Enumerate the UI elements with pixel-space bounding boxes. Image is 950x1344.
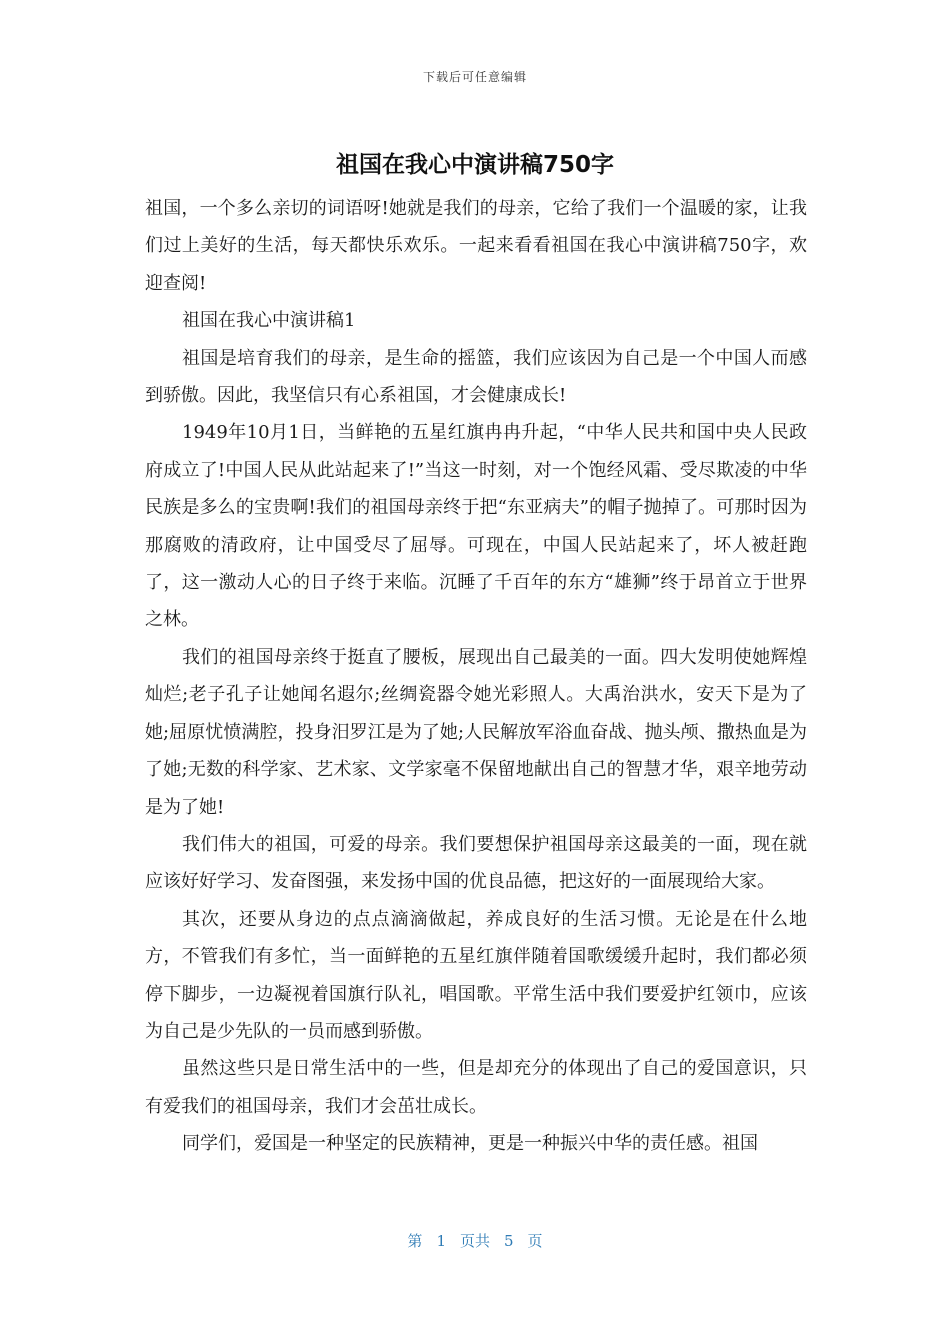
body-paragraph: 其次，还要从身边的点点滴滴做起，养成良好的生活习惯。无论是在什么地方，不管我们有多忙，当一面鲜艳的五星红旗伴随着国歌缓缓升起时，我们都必须停下脚步，一边凝视着国旗行队礼，唱国歌。平常生活中我们要爱护红领巾，应该为自己是少先队的一员而感到骄傲。 <box>145 908 807 1042</box>
document-body <box>145 190 807 1163</box>
header-note: 下载后可任意编辑 <box>422 70 527 84</box>
footer-total-pages: 5 <box>504 1232 514 1250</box>
body-paragraph: 同学们，爱国是一种坚定的民族精神，更是一种振兴中华的责任感。祖国 <box>182 1133 758 1155</box>
body-paragraph: 我们伟大的祖国，可爱的母亲。我们要想保护祖国母亲这最美的一面，现在就应该好好学习、发奋图强，来发扬中国的优良品德，把这好的一面展现给大家。 <box>145 833 807 893</box>
footer-page-number: 1 <box>436 1232 446 1250</box>
footer-prefix: 第 <box>407 1232 423 1250</box>
footer-middle: 页共 <box>459 1232 490 1250</box>
body-paragraph: 1949年10月1日，当鲜艳的五星红旗冉冉升起，“中华人民共和国中央人民政府成立了!中国人民从此站起来了!”当这一时刻，对一个饱经风霜、受尽欺凌的中华民族是多么的宝贵啊!我们的祖国母亲终于把“东亚病夫”的帽子抛掉了。可那时因为那腐败的清政府，让中国受尽了屈辱。可现在，中国人民站起来了，坏人被赶跑了，这一激动人心的日子终于来临。沉睡了千百年的东方“雄狮”终于昂首立于世界之林。 <box>145 422 807 631</box>
footer-suffix: 页 <box>527 1232 543 1250</box>
page-footer <box>0 1230 950 1251</box>
body-paragraph: 祖国是培育我们的母亲，是生命的摇篮，我们应该因为自己是一个中国人而感到骄傲。因此，我坚信只有心系祖国，才会健康成长! <box>145 347 807 407</box>
section-heading: 祖国在我心中演讲稿1 <box>182 310 356 332</box>
body-paragraph: 我们的祖国母亲终于挺直了腰板，展现出自己最美的一面。四大发明使她辉煌灿烂;老子孔子让她闻名遐尔;丝绸瓷器令她光彩照人。大禹治洪水，安天下是为了她;屈原忧愤满腔，投身汨罗江是为了她;人民解放军浴血奋战、抛头颅、撒热血是为了她;无数的科学家、艺术家、文学家毫不保留地献出自己的智慧才华，艰辛地劳动是为了她! <box>145 646 807 818</box>
body-paragraph: 虽然这些只是日常生活中的一些，但是却充分的体现出了自己的爱国意识，只有爱我们的祖国母亲，我们才会茁壮成长。 <box>145 1058 807 1117</box>
document-title: 祖国在我心中演讲稿750字 <box>335 152 614 178</box>
intro-paragraph: 祖国，一个多么亲切的词语呀!她就是我们的母亲，它给了我们一个温暖的家，让我们过上美好的生活，每天都快乐欢乐。一起来看看祖国在我心中演讲稿750字，欢迎查阅! <box>145 198 807 294</box>
